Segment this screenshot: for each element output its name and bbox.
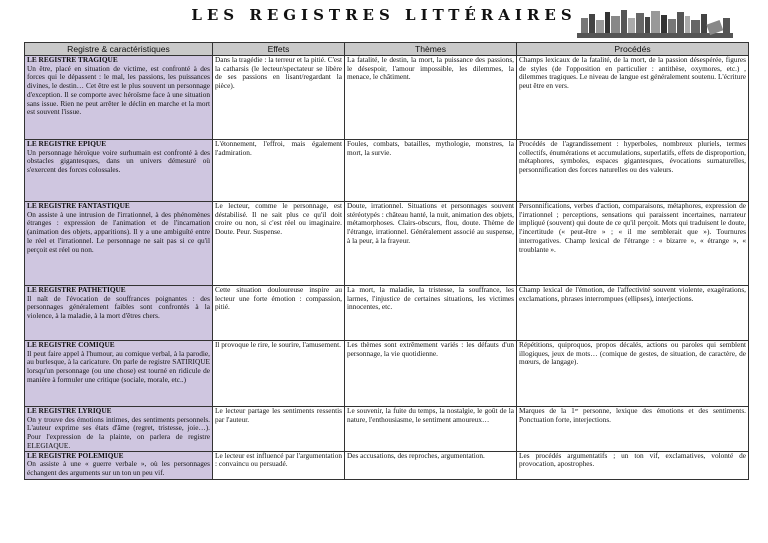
effets-cell: Il provoque le rire, le sourire, l'amusement. — [213, 341, 345, 407]
register-description: On assiste à une « guerre verbale », où les personnages échangent des arguments sur un ton un peu vif. — [27, 459, 210, 477]
procedes-cell: Champs lexicaux de la fatalité, de la mort, de la passion désespérée, figures de styles (de l'opposition en particulier : antithèse, oxymores, etc.) , dilemmes tragiques. Le niveau de langue est généralement soutenu. L'écriture peut être en vers. — [517, 56, 749, 140]
table-row — [25, 451, 749, 479]
procedes-cell: Procédés de l'agrandissement : hyperboles, nombreux pluriels, termes collectifs, énumérations et accumulations, superlatifs, effets de disproportion, métaphores, symboles, espaces gigantesques, évocations surnaturelles, personnification des forces naturelles ou des valeurs. — [517, 140, 749, 202]
register-description: Un personnage héroïque voire surhumain est confronté à des obstacles gigantesques, dans un univers démesuré où s'exercent des forces colossales. — [27, 147, 210, 175]
register-name: LE REGISTRE FANTASTIQUE — [27, 201, 130, 210]
themes-cell: Foules, combats, batailles, mythologie, monstres, la mort, la survie. — [345, 140, 517, 202]
header-themes: Thèmes — [345, 43, 517, 56]
register-name: LE REGISTRE POLEMIQUE — [27, 451, 124, 460]
register-cell — [25, 341, 213, 407]
table-row — [25, 341, 749, 407]
register-cell — [25, 451, 213, 479]
themes-cell: Doute, irrationnel. Situations et personnages souvent stéréotypés : château hanté, la nuit, animation des objets, métamorphoses. Clairs-obscurs, flou, doute. Thème de l'étrange, irrationnel. Généralement associé au suspense, à la peur, à la frayeur. — [345, 202, 517, 286]
themes-cell: Des accusations, des reproches, argumentation. — [345, 451, 517, 479]
effets-cell: L'étonnement, l'effroi, mais également l'admiration. — [213, 140, 345, 202]
effets-cell: Dans la tragédie : la terreur et la pitié. C'est la catharsis (le lecteur/spectateur se libère de ses passions en lisant/regardant la pièce). — [213, 56, 345, 140]
register-description: Il naît de l'évocation de souffrances poignantes : des personnages généralement faibles sont confrontés à la violence, à la maladie, à la mort d'êtres chers. — [27, 293, 210, 321]
registers-table — [24, 42, 749, 480]
themes-cell: La fatalité, le destin, la mort, la puissance des passions, le désespoir, l'amour impossible, les dilemmes, la menace, le châtiment. — [345, 56, 517, 140]
register-name: LE REGISTRE TRAGIQUE — [27, 55, 118, 64]
effets-cell: Le lecteur, comme le personnage, est déstabilisé. Il ne sait plus ce qu'il doit croire ou non, si c'est réel ou imaginaire. Doute. Peur. Suspense. — [213, 202, 345, 286]
procedes-cell: Répétitions, quiproquos, propos décalés, actions ou paroles qui semblent illogiques, jeux de mots… (comique de gestes, de situation, de caractère, de mœurs, de langage). — [517, 341, 749, 407]
register-cell — [25, 56, 213, 140]
table-row — [25, 56, 749, 140]
register-cell — [25, 286, 213, 341]
register-description: Il peut faire appel à l'humour, au comique verbal, à la parodie, au burlesque, à la caricature. On parle de registre SATIRIQUE lorsqu'un personnage (ou une chose) est tourné en ridicule de manière à formuler une critique (sociale, morale, etc..) — [27, 348, 210, 384]
register-name: LE REGISTRE LYRIQUE — [27, 406, 112, 415]
register-name: LE REGISTRE PATHETIQUE — [27, 285, 126, 294]
books-icon — [575, 6, 735, 40]
themes-cell: Le souvenir, la fuite du temps, la nostalgie, le goût de la nature, l'enthousiasme, le sentiment amoureux… — [345, 407, 517, 452]
effets-cell: Le lecteur est influencé par l'argumentation : convaincu ou persuadé. — [213, 451, 345, 479]
effets-cell: Le lecteur partage les sentiments ressentis par l'auteur. — [213, 407, 345, 452]
header-row — [25, 43, 749, 56]
register-cell — [25, 140, 213, 202]
header-procedes: Procédés — [517, 43, 749, 56]
register-cell — [25, 202, 213, 286]
themes-cell: Les thèmes sont extrêmement variés : les défauts d'un personnage, la vie quotidienne. — [345, 341, 517, 407]
table-row — [25, 202, 749, 286]
register-description: On y trouve des émotions intimes, des sentiments personnels. L'auteur exprime ses états d'âme (regret, tristesse, joie…). Pour l'expression de la plainte, on parlera de registre ELEGIAQUE. — [27, 414, 210, 450]
procedes-cell: Marques de la 1ʳᵉ personne, lexique des émotions et des sentiments. Ponctuation forte, interjections. — [517, 407, 749, 452]
themes-cell: La mort, la maladie, la tristesse, la souffrance, les larmes, l'injustice de certaines situations, les victimes innocentes, etc. — [345, 286, 517, 341]
table-row — [25, 140, 749, 202]
header-effets: Effets — [213, 43, 345, 56]
table-row — [25, 407, 749, 452]
procedes-cell: Personnifications, verbes d'action, comparaisons, métaphores, expression de l'irrationnel ; perceptions, sensations qui paraissent incertaines, narrateur impliqué (souvent) qui doute de ce qu'il perçoit. Mots qui traduisent le doute, l'incertitude (« peut-être » ; « il me semblerait que »). Tournures interrogatives. Champ lexical de l'étrange : « bizarre », « étrange », « troublante ». — [517, 202, 749, 286]
page-title: LES REGISTRES LITTÉRAIRES — [191, 6, 577, 24]
effets-cell: Cette situation douloureuse inspire au lecteur une forte émotion : compassion, pitié. — [213, 286, 345, 341]
procedes-cell: Les procédés argumentatifs ; un ton vif, exclamatives, volonté de provocation, apostrophes. — [517, 451, 749, 479]
procedes-cell: Champ lexical de l'émotion, de l'affectivité souvent violente, exagérations, exclamations, phrases interrompues (ellipses), interjections. — [517, 286, 749, 341]
register-name: LE REGISTRE EPIQUE — [27, 139, 107, 148]
register-name: LE REGISTRE COMIQUE — [27, 340, 115, 349]
register-description: On assiste à une intrusion de l'irrationnel, à des phénomènes étranges : expression de l'animation et de l'incarnation (animation des objets, apparitions). Il y a une ambiguïté entre le réel et l'irrationnel. Le personnage ne sait pas si ce qu'il perçoit est réel ou non. — [27, 209, 210, 254]
register-description: Un être, placé en situation de victime, est confronté à des forces qui le dépassent : le mal, les passions, les puissances divines, le destin… Cet être est le plus souvent un personnage d'exception. Il se comporte avec héroïsme face à une situation sans issue. Rien ne peut arrêter le déclin en marche et la mort est souvent l'issue. — [27, 63, 210, 117]
table-row — [25, 286, 749, 341]
header-registre: Registre & caractéristiques — [25, 43, 213, 56]
register-cell — [25, 407, 213, 452]
